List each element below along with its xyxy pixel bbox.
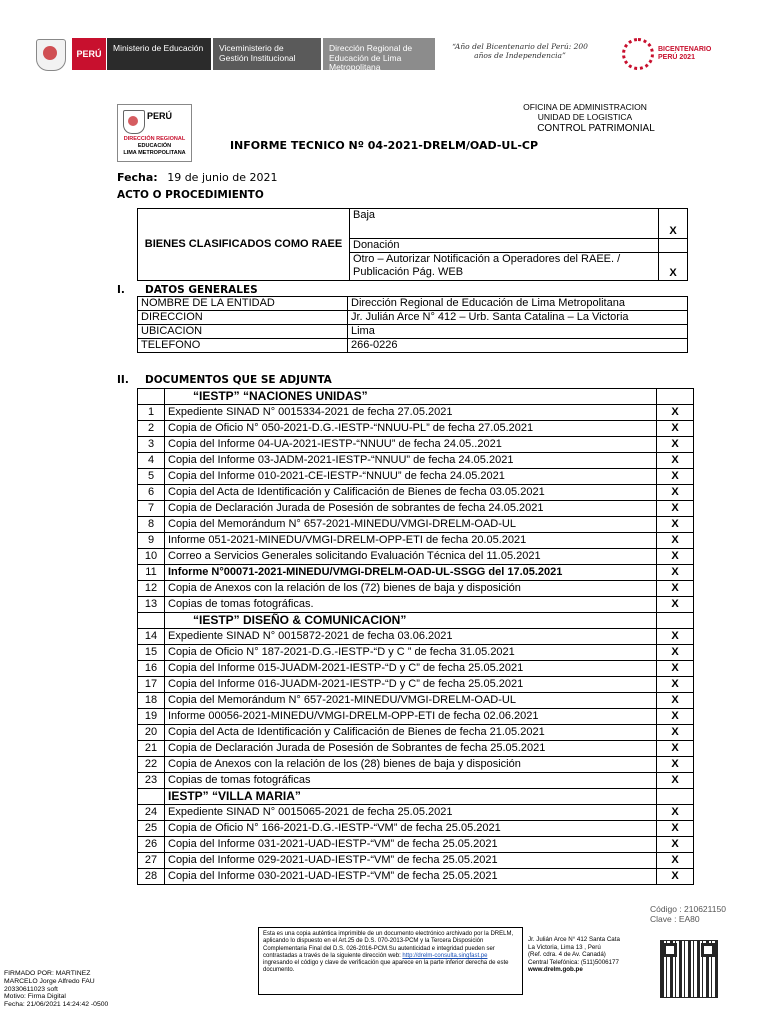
document-check-mark: X (657, 549, 694, 565)
document-check-mark: X (657, 677, 694, 693)
institution-header-row (138, 389, 694, 405)
document-row (138, 565, 694, 581)
row-number: 20 (138, 725, 165, 741)
document-row (138, 469, 694, 485)
document-description: Copia del Memorándum N° 657-2021-MINEDU/VMGI-DRELM-OAD-UL (165, 693, 657, 709)
document-description: Informe N°00071-2021-MINEDU/VMGI-DRELM-OAD-UL-SSGG del 17.05.2021 (165, 565, 657, 581)
document-check-mark: X (657, 693, 694, 709)
website-link[interactable]: www.drelm.gob.pe (528, 966, 583, 974)
document-check-mark: X (657, 645, 694, 661)
document-row (138, 837, 694, 853)
document-row (138, 741, 694, 757)
bienes-table (137, 208, 688, 281)
document-description: Copia del Informe 03-JADM-2021-IESTP-“NNUU” de fecha 24.05.2021 (165, 453, 657, 469)
document-description: Copia del Informe 010-2021-CE-IESTP-“NNUU” de fecha 24.05.2021 (165, 469, 657, 485)
row-number: 18 (138, 693, 165, 709)
row-number: 2 (138, 421, 165, 437)
bienes-option-baja: Baja (350, 209, 659, 239)
document-description: Copia del Informe 016-JUADM-2021-IESTP-“D y C” de fecha 25.05.2021 (165, 677, 657, 693)
document-description: Copia del Informe 030-2021-UAD-IESTP-“VM” de fecha 25.05.2021 (165, 869, 657, 885)
document-description: Copia del Informe 029-2021-UAD-IESTP-“VM” de fecha 25.05.2021 (165, 853, 657, 869)
institution-name: IESTP” “VILLA MARIA” (165, 789, 657, 805)
empty-cell (657, 389, 694, 405)
document-row (138, 501, 694, 517)
bicentenario-label: BICENTENARIO PERÚ 2021 (658, 46, 712, 61)
logo-peru-label: PERÚ (147, 111, 173, 121)
document-description: Expediente SINAD N° 0015872-2021 de fecha 03.06.2021 (165, 629, 657, 645)
row-number: 13 (138, 597, 165, 613)
row-number: 22 (138, 757, 165, 773)
document-description: Expediente SINAD N° 0015065-2021 de fecha 25.05.2021 (165, 805, 657, 821)
bienes-mark-otro: X (659, 253, 688, 281)
document-row (138, 549, 694, 565)
row-number: 27 (138, 853, 165, 869)
document-row (138, 725, 694, 741)
row-number: 4 (138, 453, 165, 469)
datos-value: Lima (348, 325, 688, 339)
document-row (138, 485, 694, 501)
document-row (138, 517, 694, 533)
bienes-option-otro: Otro – Autorizar Notificación a Operadores del RAEE. / Publicación Pág. WEB (350, 253, 659, 281)
document-check-mark: X (657, 565, 694, 581)
address-line: La Victoria, Lima 13 , Perú (528, 943, 601, 951)
empty-cell (138, 789, 165, 805)
document-row (138, 629, 694, 645)
document-row (138, 453, 694, 469)
document-check-mark: X (657, 485, 694, 501)
office-line1: OFICINA DE ADMINISTRACION (523, 102, 647, 112)
authenticity-notice (258, 927, 523, 995)
row-number: 21 (138, 741, 165, 757)
document-row (138, 757, 694, 773)
document-description: Correo a Servicios Generales solicitando Evaluación Técnica del 11.05.2021 (165, 549, 657, 565)
bienes-mark-donacion (659, 239, 688, 253)
document-check-mark: X (657, 533, 694, 549)
ministerio-label: Ministerio de Educación (107, 38, 211, 70)
datos-value: Dirección Regional de Educación de Lima Metropolitana (348, 297, 688, 311)
document-description: Expediente SINAD N° 0015334-2021 de fecha 27.05.2021 (165, 405, 657, 421)
document-row (138, 405, 694, 421)
document-check-mark: X (657, 629, 694, 645)
document-check-mark: X (657, 581, 694, 597)
document-row (138, 645, 694, 661)
document-description: Copias de tomas fotográficas. (165, 597, 657, 613)
document-row (138, 709, 694, 725)
document-check-mark: X (657, 773, 694, 789)
document-row (138, 661, 694, 677)
documentos-table (137, 388, 694, 885)
row-number: 5 (138, 469, 165, 485)
section2-label: DOCUMENTOS QUE SE ADJUNTA (145, 374, 332, 386)
document-check-mark: X (657, 725, 694, 741)
row-number: 23 (138, 773, 165, 789)
logo-line1: DIRECCIÓN REGIONAL (123, 136, 186, 142)
institution-header-row (138, 613, 694, 629)
document-check-mark: X (657, 741, 694, 757)
authenticity-text: Esta es una copia auténtica imprimible de un documento electrónico archivado por la DRELM, aplicando lo dispuesto en el Art.25 de D.S. 070-2013-PCM y la Tercera Disposición Complementaria Final del D.S. 026-2016-PCM.Su autenticidad e integridad pueden ser contrastadas a través de la siguiente dirección web: (263, 931, 514, 959)
drelm-logo (117, 104, 192, 162)
empty-cell (138, 389, 165, 405)
empty-cell (657, 789, 694, 805)
bienes-mark-baja: X (659, 209, 688, 239)
document-description: Informe 051-2021-MINEDU/VMGI-DRELM-OPP-ETI de fecha 20.05.2021 (165, 533, 657, 549)
document-check-mark: X (657, 853, 694, 869)
institution-header-row (138, 789, 694, 805)
document-description: Copia de Declaración Jurada de Posesión de sobrantes de fecha 24.05.2021 (165, 501, 657, 517)
row-number: 24 (138, 805, 165, 821)
consulta-link[interactable]: http://drelm-consulta.singfast.pe (402, 952, 488, 959)
row-number: 8 (138, 517, 165, 533)
document-check-mark: X (657, 805, 694, 821)
address-line: (Ref. cdra. 4 de Av. Canadá) (528, 951, 606, 959)
document-description: Copia de Oficio N° 187-2021-D.G.-IESTP-“D y C ” de fecha 31.05.2021 (165, 645, 657, 661)
document-check-mark: X (657, 757, 694, 773)
signature-line: 20330611023 soft (4, 985, 58, 993)
datos-key: UBICACION (138, 325, 348, 339)
document-description: Copia del Informe 015-JUADM-2021-IESTP-“D y C” de fecha 25.05.2021 (165, 661, 657, 677)
document-check-mark: X (657, 405, 694, 421)
section1-label: DATOS GENERALES (145, 284, 258, 296)
document-description: Copia de Anexos con la relación de los (72) bienes de baja y disposición (165, 581, 657, 597)
section-documentos (117, 374, 332, 386)
document-description: Copia del Memorándum N° 657-2021-MINEDU/VMGI-DRELM-OAD-UL (165, 517, 657, 533)
office-block (470, 103, 700, 134)
logo-line3: LIMA METROPOLITANA (123, 150, 186, 156)
document-check-mark: X (657, 421, 694, 437)
signature-line: FIRMADO POR: MARTINEZ (4, 970, 91, 977)
section2-number: II. (117, 374, 129, 386)
peru-coat-of-arms-icon (36, 39, 66, 71)
document-row (138, 677, 694, 693)
document-row (138, 869, 694, 885)
document-check-mark: X (657, 661, 694, 677)
row-number: 9 (138, 533, 165, 549)
signature-line: Motivo: Firma Digital (4, 993, 66, 1001)
document-title: INFORME TECNICO Nº 04-2021-DRELM/OAD-UL-CP (229, 139, 539, 152)
year-motto: “Año del Bicentenario del Perú: 200 años de Independencia” (452, 42, 588, 60)
date-label: Fecha: (117, 171, 158, 184)
row-number: 7 (138, 501, 165, 517)
document-check-mark: X (657, 709, 694, 725)
document-check-mark: X (657, 501, 694, 517)
document-description: Copia de Oficio N° 166-2021-D.G.-IESTP-“VM” de fecha 25.05.2021 (165, 821, 657, 837)
document-check-mark: X (657, 869, 694, 885)
office-line2: UNIDAD DE LOGISTICA (537, 111, 633, 122)
datos-key: NOMBRE DE LA ENTIDAD (138, 297, 348, 311)
document-description: Copia del Informe 04-UA-2021-IESTP-“NNUU” de fecha 24.05..2021 (165, 437, 657, 453)
row-number: 10 (138, 549, 165, 565)
document-row (138, 533, 694, 549)
document-row (138, 821, 694, 837)
institution-name: “IESTP” DISEÑO & COMUNICACION” (165, 613, 657, 629)
address-line: Jr. Julián Arce N° 412 Santa Cata (528, 936, 620, 943)
row-number: 28 (138, 869, 165, 885)
verification-code: Código : 210621150 (650, 904, 726, 914)
row-number: 16 (138, 661, 165, 677)
document-row (138, 597, 694, 613)
row-number: 19 (138, 709, 165, 725)
document-description: Copias de tomas fotográficas (165, 773, 657, 789)
document-check-mark: X (657, 597, 694, 613)
qr-code-icon (660, 940, 718, 998)
empty-cell (138, 613, 165, 629)
phone-line: Central Telefónica: (511)5006177 (528, 958, 619, 966)
document-check-mark: X (657, 517, 694, 533)
document-description: Copia del Acta de Identificación y Calificación de Bienes de fecha 03.05.2021 (165, 485, 657, 501)
empty-cell (657, 613, 694, 629)
datos-key: DIRECCION (138, 311, 348, 325)
bienes-label: BIENES CLASIFICADOS COMO RAEE (138, 209, 350, 281)
address-block (528, 936, 648, 974)
date-line (117, 171, 277, 184)
document-description: Copia de Anexos con la relación de los (28) bienes de baja y disposición (165, 757, 657, 773)
logo-line2: EDUCACIÓN (137, 143, 172, 149)
row-number: 11 (138, 565, 165, 581)
datos-value: 266-0226 (348, 339, 688, 353)
row-number: 17 (138, 677, 165, 693)
institution-name: “IESTP” “NACIONES UNIDAS” (165, 389, 657, 405)
signature-line: Fecha: 21/06/2021 14:24:42 -0500 (4, 1001, 109, 1009)
document-description: Copia de Declaración Jurada de Posesión de Sobrantes de fecha 25.05.2021 (165, 741, 657, 757)
document-row (138, 853, 694, 869)
acto-heading: ACTO O PROCEDIMIENTO (117, 189, 264, 201)
document-check-mark: X (657, 821, 694, 837)
date-value: 19 de junio de 2021 (167, 171, 278, 184)
row-number: 12 (138, 581, 165, 597)
signature-line: MARCELO Jorge Alfredo FAU (4, 977, 95, 985)
document-check-mark: X (657, 453, 694, 469)
peru-flag-label: PERÚ (72, 38, 106, 70)
document-row (138, 581, 694, 597)
bienes-option-donacion: Donación (350, 239, 659, 253)
row-number: 26 (138, 837, 165, 853)
document-check-mark: X (657, 837, 694, 853)
verification-code-block (650, 904, 726, 924)
document-check-mark: X (657, 437, 694, 453)
document-row (138, 437, 694, 453)
datos-generales-table (137, 296, 688, 353)
verification-key: Clave : EA80 (650, 914, 700, 924)
document-check-mark: X (657, 469, 694, 485)
document-row (138, 693, 694, 709)
row-number: 6 (138, 485, 165, 501)
digital-signature-block (4, 970, 108, 1009)
document-description: Copia del Informe 031-2021-UAD-IESTP-“VM” de fecha 25.05.2021 (165, 837, 657, 853)
row-number: 1 (138, 405, 165, 421)
row-number: 3 (138, 437, 165, 453)
document-row (138, 773, 694, 789)
section-datos-generales (117, 284, 258, 296)
document-description: Informe 00056-2021-MINEDU/VMGI-DRELM-OPP-ETI de fecha 02.06.2021 (165, 709, 657, 725)
document-description: Copia del Acta de Identificación y Calificación de Bienes de fecha 21.05.2021 (165, 725, 657, 741)
row-number: 14 (138, 629, 165, 645)
shield-icon (123, 110, 145, 134)
document-description: Copia de Oficio N° 050-2021-D.G.-IESTP-“NNUU-PL” de fecha 27.05.2021 (165, 421, 657, 437)
bicentenario-logo-icon (622, 38, 654, 70)
section1-number: I. (117, 284, 125, 296)
authenticity-text-2: ingresando el código y clave de verificación que aparece en la parte inferior derecha de este documento. (263, 960, 509, 974)
office-line3: CONTROL PATRIMONIAL (537, 123, 655, 134)
document-row (138, 805, 694, 821)
document-row (138, 421, 694, 437)
row-number: 25 (138, 821, 165, 837)
datos-key: TELEFONO (138, 339, 348, 353)
datos-value: Jr. Julián Arce N° 412 – Urb. Santa Catalina – La Victoria (348, 311, 688, 325)
direccion-regional-label: Dirección Regional de Educación de Lima Metropolitana (323, 38, 435, 70)
row-number: 15 (138, 645, 165, 661)
viceministerio-label: Viceministerio de Gestión Institucional (213, 38, 321, 70)
